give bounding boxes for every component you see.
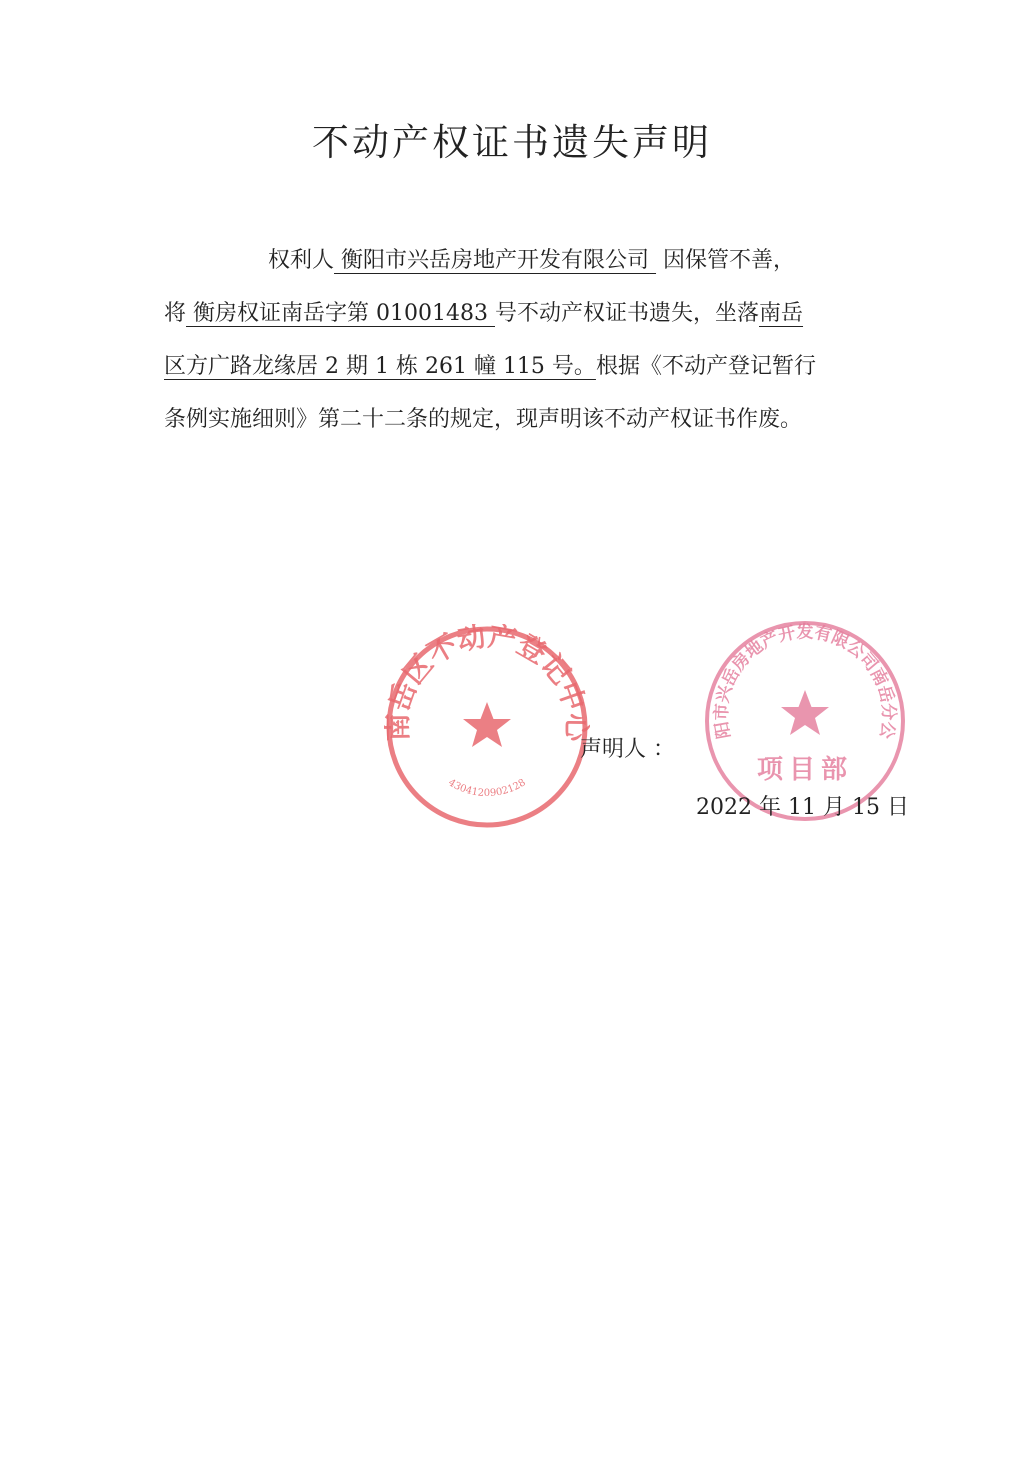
location-part-1: 南岳	[759, 301, 804, 326]
registration-center-seal	[384, 624, 590, 830]
declarant-label: 声明人 ：	[580, 737, 675, 762]
document-title: 不动产权证书遗失声明	[312, 121, 712, 164]
certificate-number: 衡房权证南岳字第 01001483	[193, 301, 488, 326]
statement-date: 2022 年 11 月 15 日	[696, 795, 909, 820]
statement-line-4	[164, 393, 904, 446]
seal-right-ring-text: 阳市兴岳房地产开发有限公司南岳分公	[711, 622, 899, 741]
statement-text-3: 根据《不动产登记暂行	[595, 354, 816, 379]
star-icon	[463, 702, 511, 747]
statement-line-2	[164, 287, 904, 340]
statement-line-3	[164, 340, 904, 393]
rights-holder-label: 权利人	[268, 248, 335, 273]
statement-text-2b: 号不动产权证书遗失，坐落	[495, 301, 760, 326]
statement-body	[164, 234, 904, 446]
location-part-2: 区方广路龙缘居 2 期 1 栋 261 幢 115 号。	[164, 354, 596, 379]
seal-left-svg	[384, 624, 590, 830]
statement-text-2a: 将	[164, 301, 187, 326]
seal-right-bottom-text: 项目部	[756, 755, 854, 785]
statement-text-1: 因保管不善，	[663, 248, 796, 273]
seal-left-ring-text: 南岳区不动产登记中心	[384, 624, 590, 742]
star-icon	[781, 690, 829, 735]
statement-line-1	[164, 234, 904, 287]
seal-left-serial: 4304120902128	[446, 777, 528, 800]
rights-holder-name: 衡阳市兴岳房地产开发有限公司	[341, 248, 650, 273]
statement-text-4: 条例实施细则》第二十二条的规定，现声明该不动产权证书作废。	[164, 407, 803, 432]
